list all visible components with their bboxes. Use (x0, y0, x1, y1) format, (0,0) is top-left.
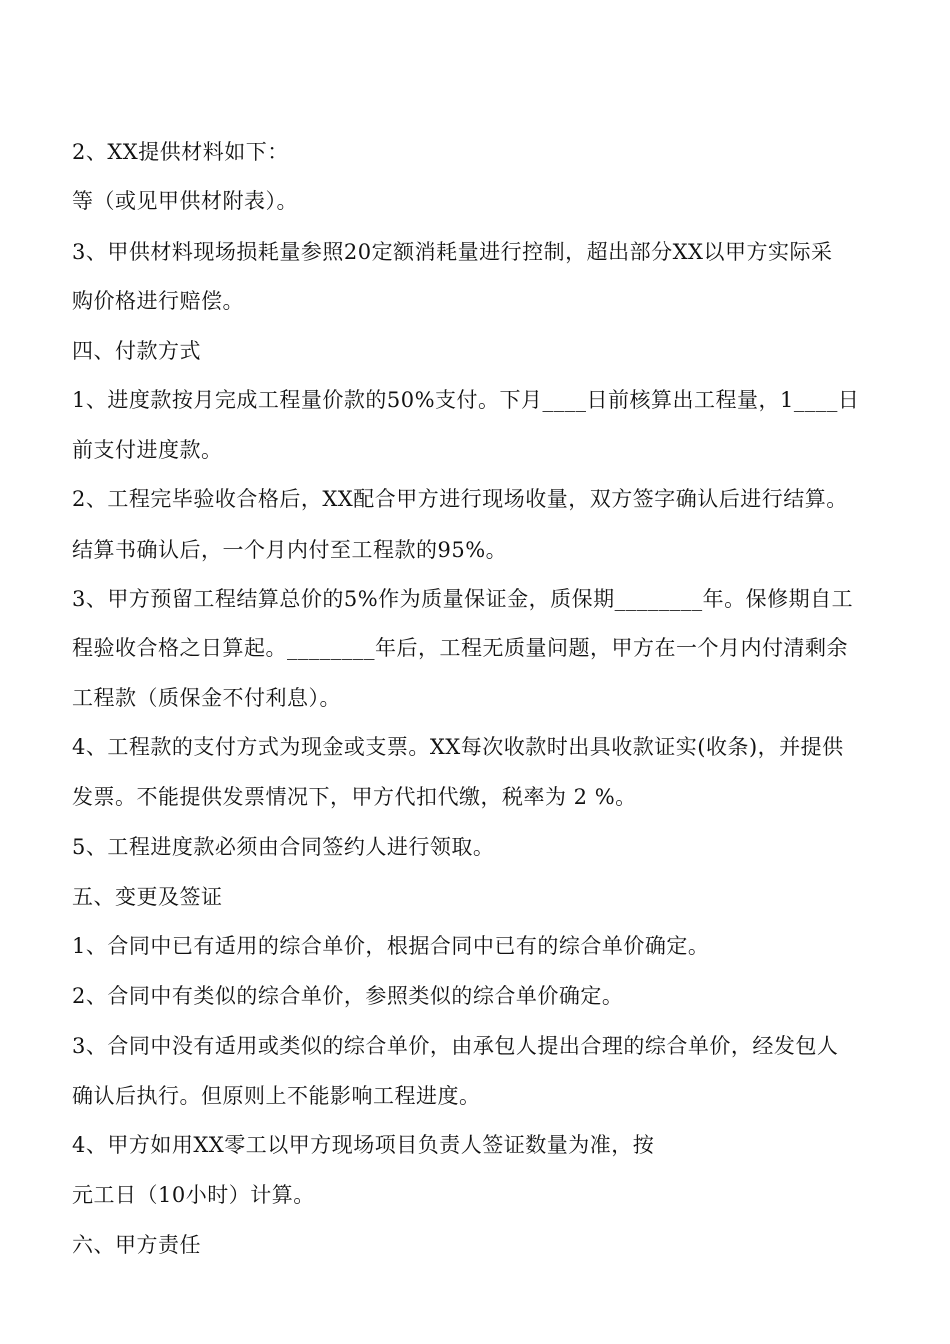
text-line: 1、进度款按月完成工程量价款的50%支付。下月____日前核算出工程量，1____日 (72, 388, 860, 412)
text-line: 确认后执行。但原则上不能影响工程进度。 (72, 1084, 481, 1108)
text-line: 购价格进行赔偿。 (72, 289, 244, 313)
section-heading: 四、付款方式 (72, 339, 201, 363)
section-heading: 六、甲方责任 (72, 1233, 201, 1257)
section-heading: 五、变更及签证 (72, 885, 223, 909)
text-line: 工程款（质保金不付利息）。 (72, 686, 341, 710)
text-line: 3、甲供材料现场损耗量参照20定额消耗量进行控制，超出部分XX以甲方实际采 (72, 240, 833, 264)
text-line: 结算书确认后，一个月内付至工程款的95%。 (72, 538, 508, 562)
text-line: 2、合同中有类似的综合单价，参照类似的综合单价确定。 (72, 984, 624, 1008)
text-line: 1、合同中已有适用的综合单价，根据合同中已有的综合单价确定。 (72, 934, 710, 958)
text-line: 2、XX提供材料如下： (72, 140, 289, 164)
text-line: 等（或见甲供材附表）。 (72, 189, 298, 213)
text-line: 元工日（10小时）计算。 (72, 1183, 315, 1207)
text-line: 4、甲方如用XX零工以甲方现场项目负责人签证数量为准，按 (72, 1133, 655, 1157)
text-line: 程验收合格之日算起。________年后，工程无质量问题，甲方在一个月内付清剩余 (72, 636, 848, 660)
text-line: 前支付进度款。 (72, 438, 223, 462)
text-line: 3、合同中没有适用或类似的综合单价，由承包人提出合理的综合单价，经发包人 (72, 1034, 839, 1058)
text-line: 5、工程进度款必须由合同签约人进行领取。 (72, 835, 495, 859)
text-line: 3、甲方预留工程结算总价的5%作为质量保证金，质保期________年。保修期自工 (72, 587, 854, 611)
text-line: 4、工程款的支付方式为现金或支票。XX每次收款时出具收款证实(收条)，并提供 (72, 735, 844, 759)
text-line: 2、工程完毕验收合格后，XX配合甲方进行现场收量，双方签字确认后进行结算。 (72, 487, 848, 511)
text-line: 发票。不能提供发票情况下，甲方代扣代缴，税率为 2 %。 (72, 785, 637, 809)
